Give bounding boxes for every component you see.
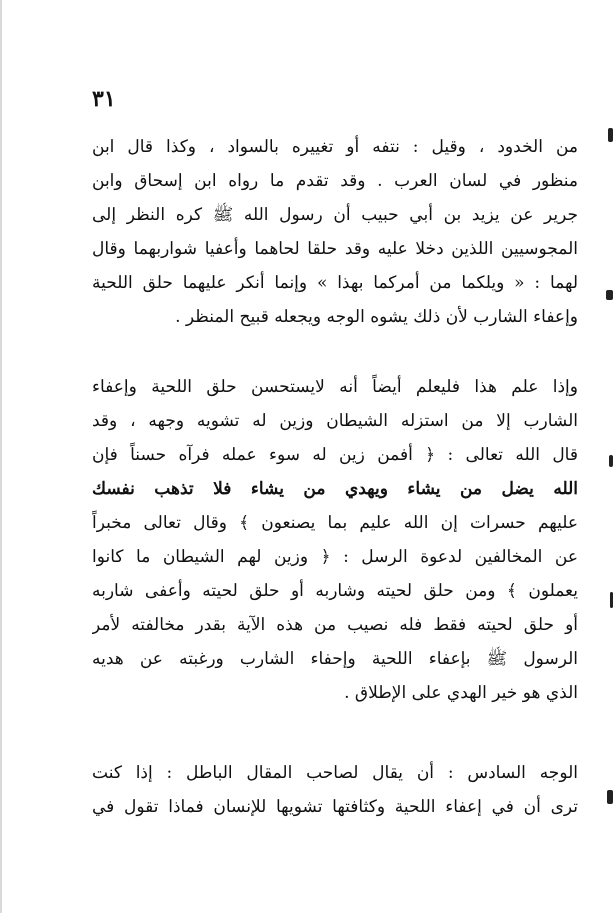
text-line: عليهم حسرات إن الله عليم بما يصنعون ﴾ وقال تعالى مخبراً [92,513,578,533]
text-line: وإعفاء الشارب لأن ذلك يشوه الوجه ويجعله قبيح المنظر . [175,307,578,327]
text-line: قال الله تعالى : ﴿ أفمن زين له سوء عمله فرآه حسناً فإن [92,445,578,465]
text-line: أو حلق لحيته فقط فله نصيب من هذه الآية بقدر مخالفته لأمر [92,615,578,635]
scan-edge-mark [607,790,613,804]
text-line: وإذا علم هذا فليعلم أيضاً أنه لايستحسن حلق اللحية وإعفاء [92,377,578,397]
paragraph-1 [92,130,578,334]
text-line: الشارب إلا من استزله الشيطان وزين له تشويه وجهه ، وقد [92,411,578,431]
text-line: الذي هو خير الهدي على الإطلاق . [344,683,578,703]
text-line: الرسول ﷺ بإعفاء اللحية وإحفاء الشارب ورغبته عن هديه [92,649,578,669]
page-edge [0,0,2,913]
text-line: من الخدود ، وقيل : نتفه أو تغييره بالسواد ، وكذا قال ابن [92,137,578,157]
quran-verse-line: الله يضل من يشاء ويهدي من يشاء فلا تذهب نفسك [92,479,578,499]
text-line: يعملون ﴾ ومن حلق لحيته وشاربه أو حلق لحيته وأعفى شاربه [92,581,578,601]
text-line: منظور في لسان العرب . وقد تقدم ما رواه ابن إسحاق وابن [92,171,578,191]
text-line: عن المخالفين لدعوة الرسل : ﴿ وزين لهم الشيطان ما كانوا [92,547,578,567]
text-line: المجوسيين اللذين دخلا عليه وقد حلقا لحاهما وأعفيا شواربهما وقال [92,239,578,259]
text-line: ترى أن في إعفاء اللحية وكثافتها تشويها للإنسان فماذا تقول في [92,797,578,817]
page-number: ٣١ [92,86,116,112]
paragraph-2 [92,370,578,710]
scan-edge-mark [608,128,613,142]
text-line: جرير عن يزيد بن أبي حبيب أن رسول الله ﷺ كره النظر إلى [92,205,578,225]
paragraph-3 [92,756,578,824]
scan-edge-mark [606,290,613,300]
text-line: لهما : « ويلكما من أمركما بهذا » وإنما أنكر عليهما حلق اللحية [92,273,578,293]
scan-edge-mark [609,455,613,467]
text-line: الوجه السادس : أن يقال لصاحب المقال الباطل : إذا كنت [92,763,578,783]
